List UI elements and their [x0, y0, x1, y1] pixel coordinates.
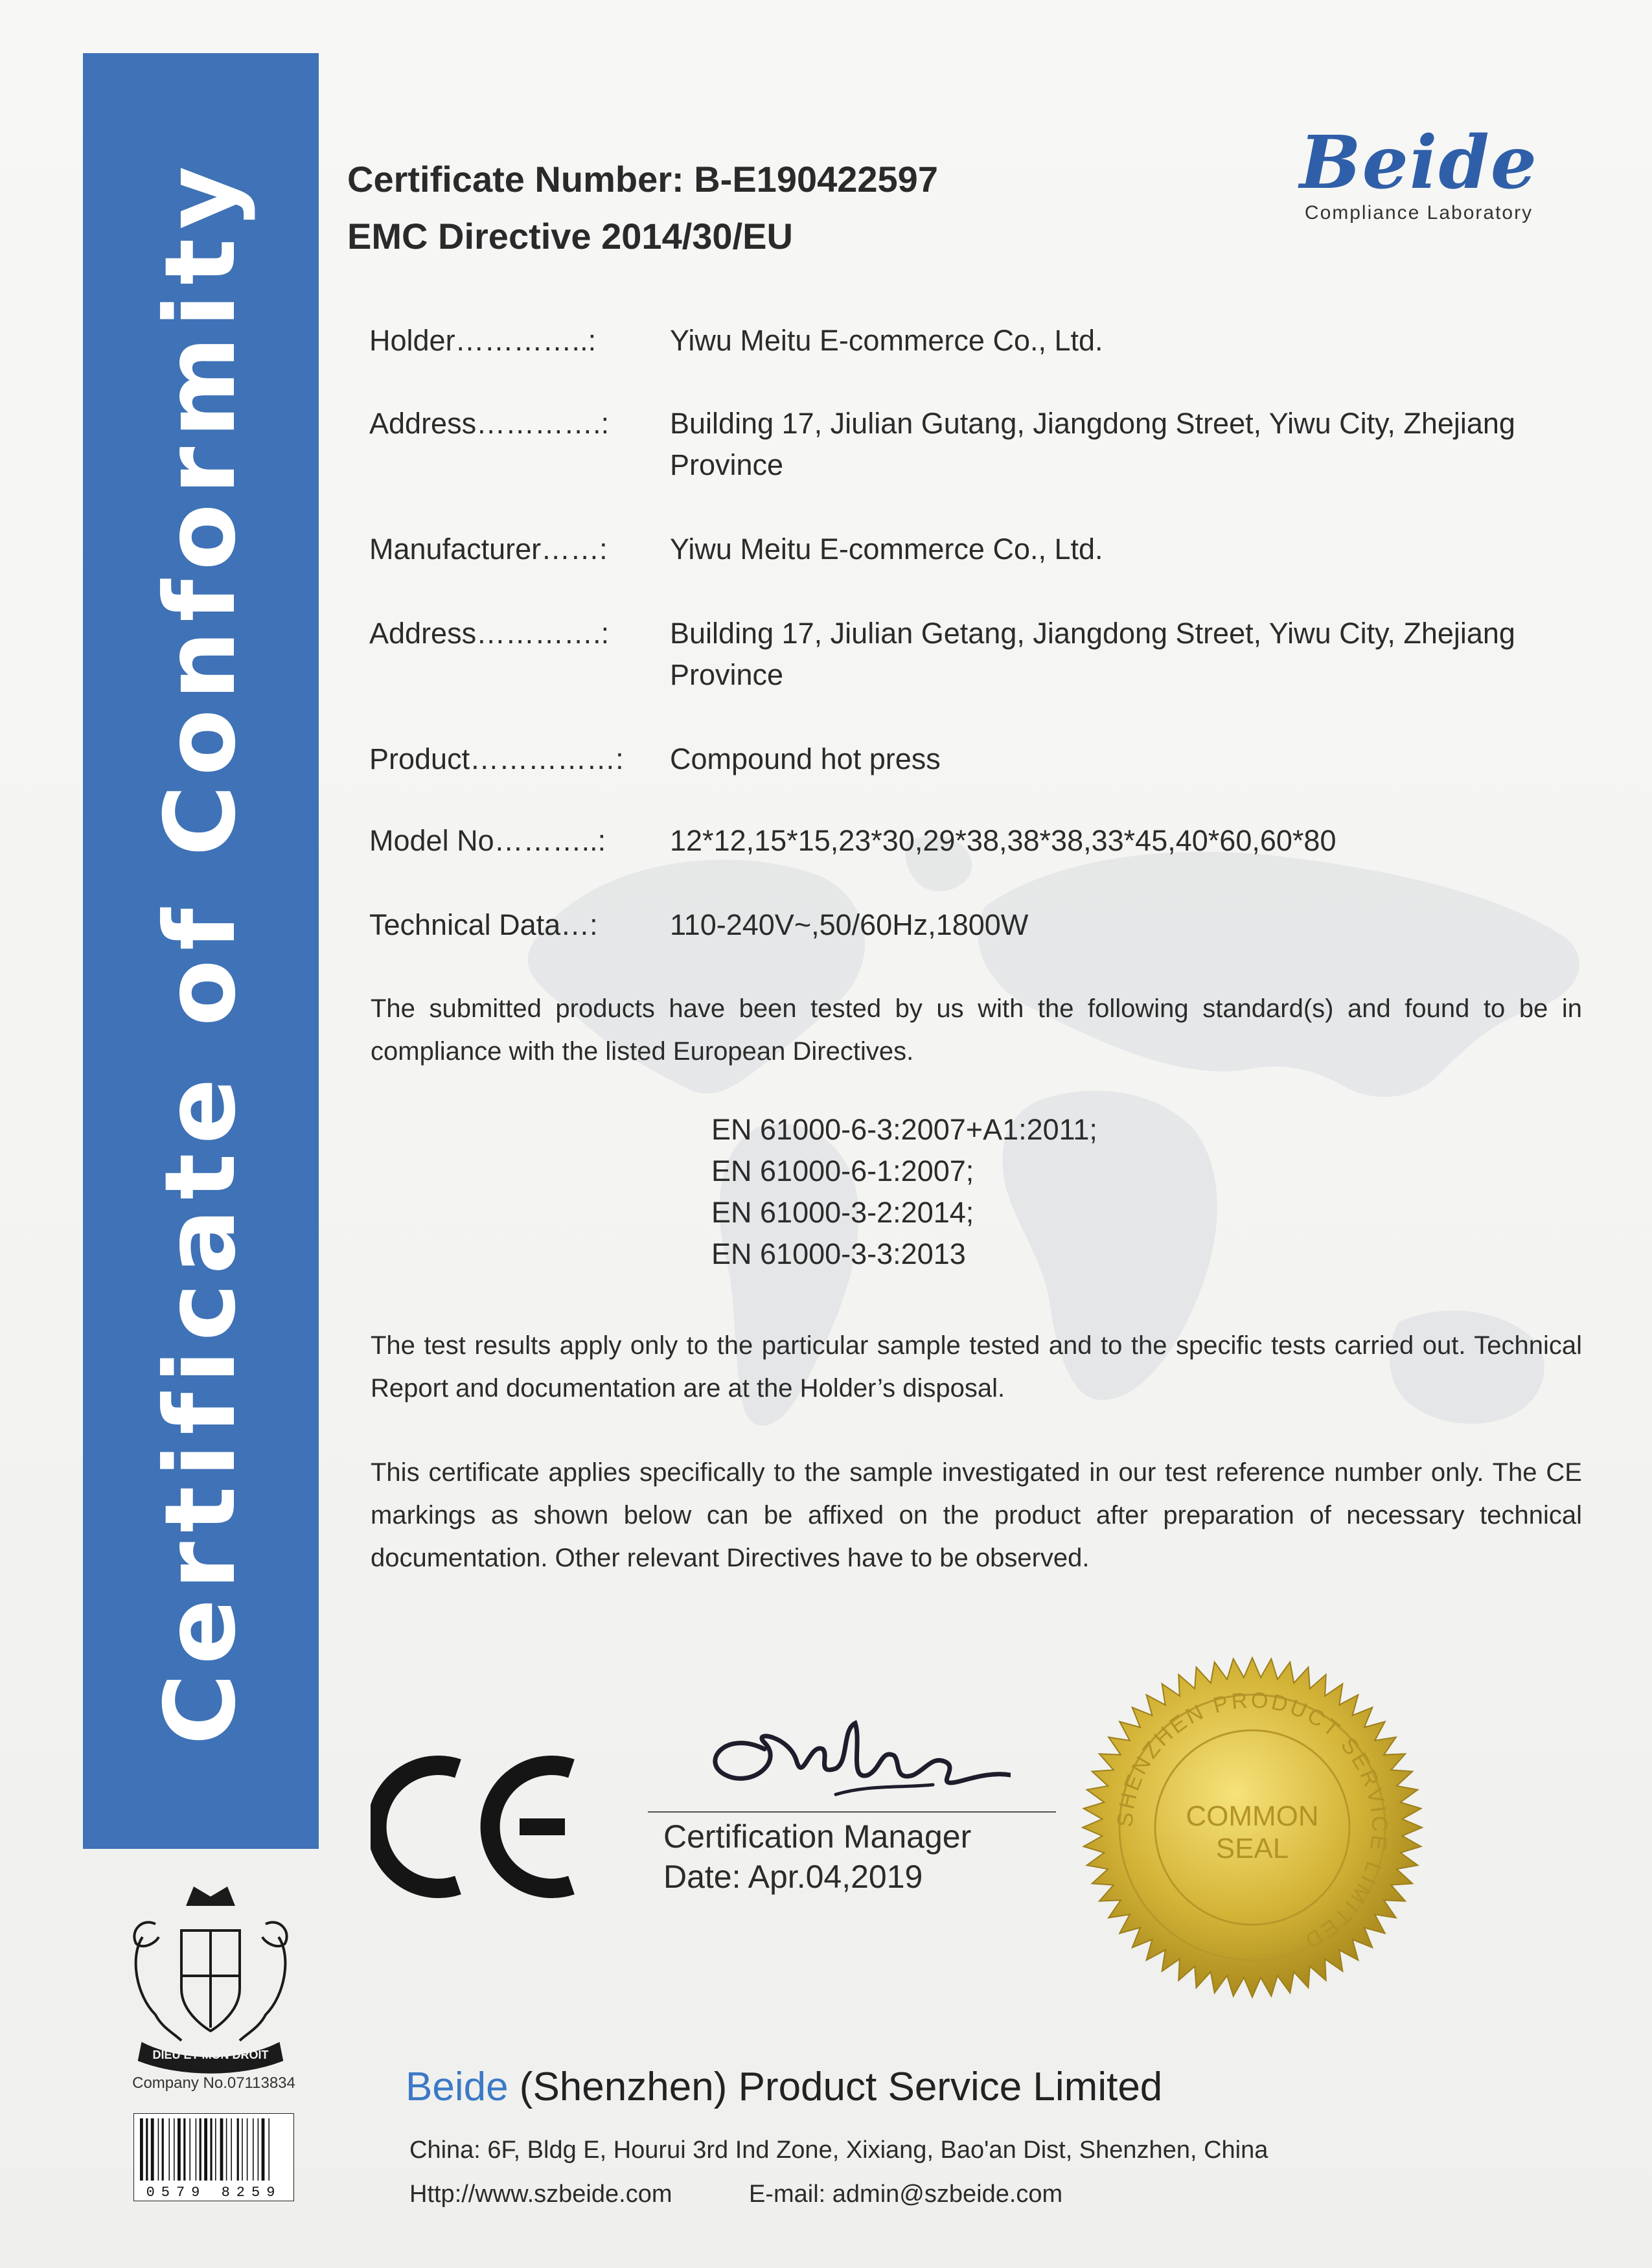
barcode-bar: [178, 2118, 181, 2181]
standards-list: [711, 1109, 1097, 1275]
seal-center-text: SEAL: [1215, 1833, 1289, 1864]
barcode-bar: [162, 2118, 164, 2181]
barcode-bar: [262, 2118, 265, 2181]
results-note: The test results apply only to the particular sample tested and to the specific tests carried out. Technical Report and documentation are at the Holder’s disposal.: [371, 1331, 1582, 1403]
gold-seal: [1081, 1656, 1424, 1999]
certificate-date: Date: Apr.04,2019: [663, 1859, 923, 1895]
barcode-bar: [189, 2118, 190, 2181]
field-label: Holder…………..:: [369, 324, 597, 357]
royal-crest-icon: [104, 1879, 317, 2079]
barcode-bar: [196, 2118, 197, 2181]
field-value: Yiwu Meitu E-commerce Co., Ltd.: [670, 324, 1103, 357]
company-name-rest: (Shenzhen) Product Service Limited: [508, 2065, 1163, 2109]
standard-item: EN 61000-3-3:2013: [711, 1237, 966, 1270]
barcode-bar: [146, 2118, 148, 2181]
seal-outer-text: SHENZHEN PRODUCT SERVICE LIMITED: [1112, 1688, 1392, 1954]
compliance-statement: The submitted products have been tested by us with the following standard(s) and found to be in compliance with the listed European Directives.: [371, 994, 1582, 1066]
certificate-title-band: [83, 53, 319, 1849]
field-value: Building 17, Jiulian Getang, Jiangdong Street, Yiwu City, Zhejiang Province: [670, 617, 1515, 691]
barcode-bar: [215, 2118, 216, 2181]
certificate-title: Certificate of Conformity: [144, 157, 257, 1745]
logo-subtitle: Compliance Laboratory: [1304, 202, 1533, 223]
barcode-bar: [200, 2118, 201, 2181]
field-label: Manufacturer……:: [369, 533, 608, 566]
company-name: [406, 2064, 1162, 2110]
company-brand: Beide: [406, 2065, 509, 2109]
logo-wordmark: Beide: [1299, 120, 1539, 205]
seal-center-text: COMMON: [1186, 1800, 1319, 1832]
barcode: [133, 2113, 294, 2201]
directive: EMC Directive 2014/30/EU: [347, 216, 793, 257]
crest-motto: DIEU ET MON DROIT: [152, 2048, 269, 2061]
standard-item: EN 61000-6-3:2007+A1:2011;: [711, 1113, 1097, 1146]
standard-item: EN 61000-3-2:2014;: [711, 1196, 974, 1229]
field-value: 12*12,15*15,23*30,29*38,38*38,33*45,40*60,60*80: [670, 824, 1337, 857]
field-label: Technical Data…:: [369, 908, 598, 941]
signatory-title: Certification Manager: [663, 1818, 972, 1855]
company-email-link[interactable]: E-mail: admin@szbeide.com: [749, 2181, 1063, 2208]
barcode-bar: [220, 2118, 224, 2181]
field-label: Address………….:: [369, 617, 610, 650]
field-value: Compound hot press: [670, 742, 941, 775]
barcode-bar: [183, 2118, 185, 2181]
barcode-digits: 0579 8259: [146, 2184, 282, 2201]
field-label: Product……………:: [369, 742, 624, 775]
company-website-link[interactable]: Http://www.szbeide.com: [409, 2181, 672, 2208]
company-address: China: 6F, Bldg E, Hourui 3rd Ind Zone, Xixiang, Bao'an Dist, Shenzhen, China: [409, 2136, 1268, 2164]
company-number: Company No.07113834: [132, 2074, 295, 2092]
field-label: Address………….:: [369, 407, 610, 440]
standard-item: EN 61000-6-1:2007;: [711, 1154, 974, 1187]
field-value: Yiwu Meitu E-commerce Co., Ltd.: [670, 533, 1103, 566]
barcode-bar: [204, 2118, 207, 2181]
barcode-bar: [140, 2118, 143, 2181]
barcode-bar: [151, 2118, 154, 2181]
barcode-bar: [168, 2118, 170, 2181]
manager-signature: [687, 1704, 1011, 1820]
barcode-bar: [158, 2118, 159, 2181]
beide-logo: [1270, 120, 1568, 224]
ce-mark-icon: [371, 1749, 584, 1905]
field-label: Model No………..:: [369, 824, 606, 857]
barcode-bar: [268, 2118, 270, 2181]
certificate-note: This certificate applies specifically to the sample investigated in our test reference number only. The CE markings as shown below can be affixed on the product after preparation of necessary technical documentation. Other relevant Directives have to be observed.: [371, 1458, 1582, 1572]
barcode-bar: [258, 2118, 259, 2181]
barcode-bar: [226, 2118, 227, 2181]
barcode-bar: [247, 2118, 248, 2181]
barcode-bar: [210, 2118, 212, 2181]
barcode-bar: [253, 2118, 254, 2181]
certificate-number: Certificate Number: B-E190422597: [347, 159, 938, 200]
barcode-bar: [237, 2118, 239, 2181]
barcode-bar: [242, 2118, 243, 2181]
barcode-bar: [174, 2118, 175, 2181]
barcode-bar: [231, 2118, 232, 2181]
field-value: Building 17, Jiulian Gutang, Jiangdong Street, Yiwu City, Zhejiang Province: [670, 407, 1515, 481]
signature-line: [648, 1811, 1056, 1813]
field-value: 110-240V~,50/60Hz,1800W: [670, 908, 1029, 941]
